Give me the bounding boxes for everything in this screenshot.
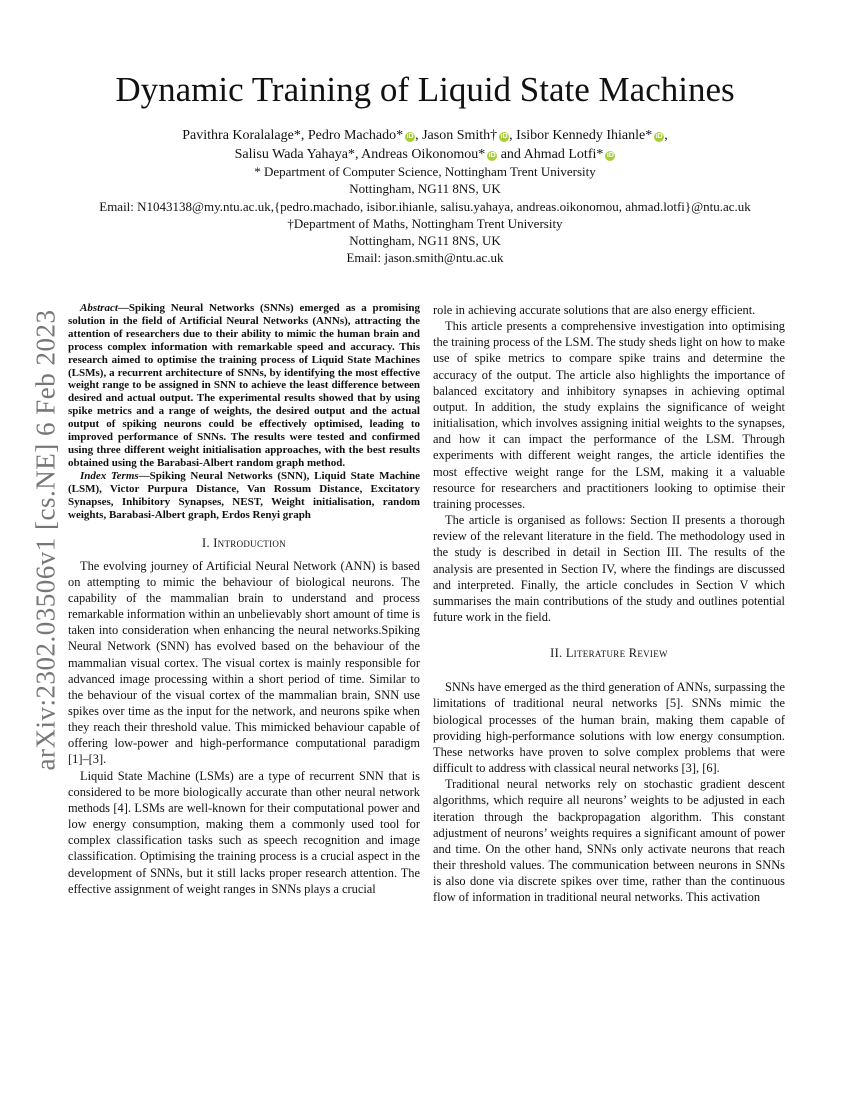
left-column xyxy=(68,302,420,897)
affiliation-email: Email: N1043138@my.ntu.ac.uk,{pedro.machado, isibor.ihianle, salisu.yahaya, andreas.oikonomou, ahmad.lotfi}@ntu.ac.uk xyxy=(99,198,751,214)
index-terms xyxy=(68,470,420,522)
author-line-1-text: Pavithra Koralalage*, Pedro Machado* iD , Jason Smith† iD , Isibor Kennedy Ihianle* iD , xyxy=(182,128,668,143)
affiliation-line: Nottingham, NG11 8NS, UK xyxy=(349,233,501,249)
arxiv-stamp-text: arXiv:2302.03506v1 [cs.NE] 6 Feb 2023 xyxy=(30,309,61,771)
body-paragraph: Liquid State Machine (LSMs) are a type of recurrent SNN that is considered to be more biologically accurate than other neural network methods [4]. LSMs are well-known for their computational power and low energy consumption, making them a commonly used tool for complex classification tasks such as speech recognition and image classification. Optimising the training process is a crucial aspect in the development of SNNs, but it still lacks proper research attention. The effective assignment of weight ranges in SNNs plays a crucial xyxy=(68,768,420,896)
body-paragraph: Traditional neural networks rely on stochastic gradient descent algorithms, which require all neurons’ weights to be adjusted in each iteration through the backpropagation algorithm. This constant adjustment of neurons’ weights requires a significant amount of power and time. On the other hand, SNNs only activate neurons that reach their threshold values. The communication between neurons in SNNs is also done via discrete spikes over time, rather than the continuous flow of information in traditional neural networks. This activation xyxy=(433,777,785,905)
affiliations xyxy=(20,163,830,267)
section-title: Literature Review xyxy=(565,646,668,661)
orcid-icon[interactable]: iD xyxy=(500,133,508,140)
body-paragraph-continuation: role in achieving accurate solutions that are also energy efficient. xyxy=(433,303,756,317)
author-line-2 xyxy=(40,145,810,164)
affiliation-line: * Department of Computer Science, Nottingham Trent University xyxy=(254,164,596,179)
affiliation-line: Nottingham, NG11 8NS, UK xyxy=(349,181,501,197)
abstract-label: Abstract xyxy=(80,302,118,314)
body-paragraph: The evolving journey of Artificial Neural Network (ANN) is based on attempting to mimic the behaviour of biological neurons. The capability of the mammalian brain to understand and process remarkable information within an unbelievably short amount of time is taken into consideration when enhancing the neural networks.Spiking Neural Network (SNN) has evolved based on the behaviour of the mammalian visual cortex. The visual cortex is mainly responsible for advanced image processing within a short period of time. Similar to the behaviour of the visual cortex of the mammalian brain, SNN use spikes over time as the input for the network, and neurons spike when they reach their threshold value. This mimicked behaviour capable of offering low-power and high-performance computational paradigm [1]–[3]. xyxy=(68,558,421,767)
section-number: I. xyxy=(202,536,214,551)
affiliation-email: Email: jason.smith@ntu.ac.uk xyxy=(346,250,504,266)
section-title: Introduction xyxy=(213,536,286,551)
section-heading-introduction xyxy=(68,535,420,551)
index-terms-label: Index Terms xyxy=(80,469,139,482)
arxiv-stamp xyxy=(26,300,66,780)
abstract-text: —Spiking Neural Networks (SNNs) emerged as a promising solution in the field of Artificial Neural Networks (ANNs), attracting the attention of researchers due to their ability to mimic the human brain and process complex information with remarkable speed and accuracy. This research aimed to optimise the training process of Liquid State Machines (LSMs), a recurrent architecture of SNNs, by identifying the most effective weight range to be assigned in SNN to achieve the least difference between desired and actual output. The experimental results showed that by using spike metrics and a range of weights, the desired output and the actual output of spiking neurons could be effectively optimised, leading to improved performance of SNNs. The results were tested and confirmed using three different weight initialisation approaches, with the best results obtained using the Barabasi-Albert random graph method. xyxy=(68,302,420,469)
author-line-2-text: Salisu Wada Yahaya*, Andreas Oikonomou* iD and Ahmad Lotfi* iD xyxy=(234,147,614,162)
affiliation-line: †Department of Maths, Nottingham Trent University xyxy=(287,215,563,231)
orcid-icon[interactable]: iD xyxy=(488,152,496,159)
abstract xyxy=(68,302,420,470)
right-column xyxy=(433,302,785,905)
index-terms-text: —Spiking Neural Networks (SNN), Liquid State Machine (LSM), Victor Purpura Distance, Van Rossum Distance, Excitatory Synapses, Inhibitory Synapses, NEST, Weight initialisation, random weights, Barabasi-Albert graph, Erdos Renyi graph xyxy=(68,469,421,521)
orcid-icon[interactable]: iD xyxy=(655,133,663,140)
body-paragraph: SNNs have emerged as the third generation of ANNs, surpassing the limitations of traditional neural networks [5]. SNNs mimic the biological processes of the human brain, making them capable of providing high-performance solutions with low energy consumption. These networks have proven to solve complex problems that were difficult to address with classical neural networks [3], [6]. xyxy=(433,680,785,776)
author-line-1 xyxy=(40,126,810,145)
section-number: II. xyxy=(550,646,566,661)
author-list xyxy=(40,126,810,164)
section-heading-literature-review xyxy=(433,645,785,661)
orcid-icon[interactable]: iD xyxy=(406,133,414,140)
paper-title: Dynamic Training of Liquid State Machines xyxy=(115,70,735,109)
body-paragraph: This article presents a comprehensive investigation into optimising the training process of the LSM. The study sheds light on how to make use of spike metrics to compare spike trains and determine the accuracy of the output. The article also highlights the importance of balanced excitatory and inhibitory synapses in achieving optimal output. In addition, the study explains the significance of weight initialisation, which involves assigning initial weights to the synapses, and how it can impact the performance of the LSM. Through experiments with different weight ranges, the article identifies the most effective weight range for the LSM, making it a valuable resource for researchers and practitioners looking to optimise their training processes. xyxy=(433,319,785,511)
orcid-icon[interactable]: iD xyxy=(606,152,614,159)
body-paragraph: The article is organised as follows: Section II presents a thorough review of the relevant literature in the field. The methodology used in the study is described in detail in Section III. The results of the analysis are presented in Section IV, where the findings are discussed and interpreted. Finally, the article concludes in Section V which summarises the main contributions of the study and outlines potential future work in the field. xyxy=(433,513,785,624)
